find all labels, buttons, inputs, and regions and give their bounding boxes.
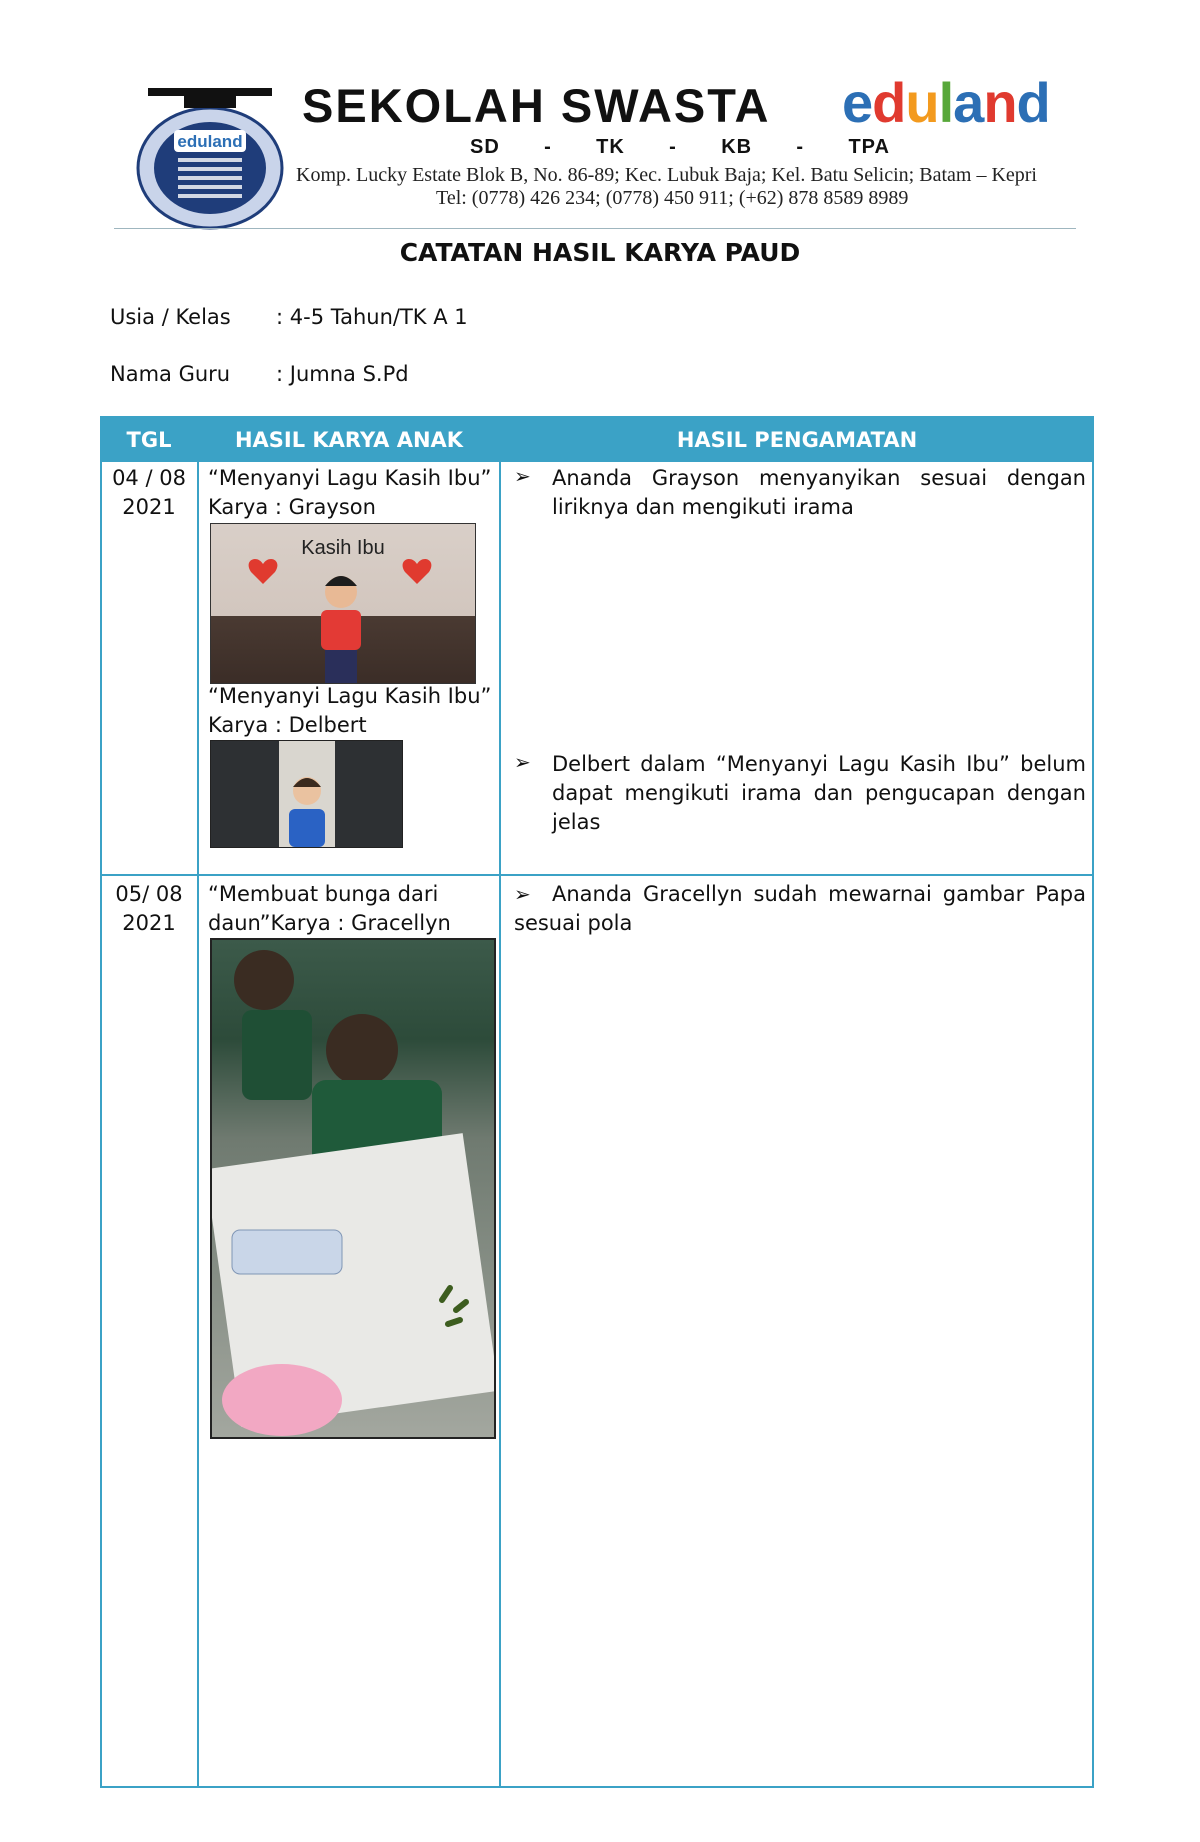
level-item: KB [721, 136, 753, 158]
arrowhead-bullet-icon: ➢ [514, 750, 531, 774]
school-logo [134, 80, 286, 230]
heart-icon [403, 559, 432, 584]
level-separator: - [669, 136, 677, 158]
brand-letter: a [953, 71, 984, 134]
table-row [100, 880, 198, 938]
teacher-value: : Jumna S.Pd [276, 362, 409, 386]
work-author: daun”Karya : Gracellyn [208, 911, 451, 935]
row-date-year: 2021 [122, 911, 176, 935]
header-date: TGL [126, 428, 172, 452]
work-title: “Menyanyi Lagu Kasih Ibu” [208, 466, 492, 490]
logo-text: eduland [177, 132, 243, 151]
row-date-day: 05/ 08 [115, 882, 183, 906]
observation-text: Delbert dalam “Menyanyi Lagu Kasih Ibu” belum dapat mengikuti irama dan pengucapan dengan jelas [552, 752, 1086, 834]
observation-block [514, 880, 1086, 938]
photo-caption: Kasih Ibu [301, 537, 385, 559]
observation-item [514, 464, 1086, 522]
observation-text: Ananda Grayson menyanyikan sesuai dengan liriknya dan mengikuti irama [552, 466, 1086, 519]
observation-item [514, 880, 1086, 938]
table-row [100, 464, 198, 522]
work-title: “Membuat bunga dari [208, 882, 439, 906]
school-logo-icon [134, 80, 286, 230]
level-item: SD [470, 136, 500, 158]
column-divider [197, 416, 199, 1788]
heart-icon [249, 559, 278, 584]
level-item: TPA [848, 136, 890, 158]
child-work-photo [210, 938, 496, 1439]
brand-letter: u [905, 71, 939, 134]
brand-letter: d [1016, 71, 1050, 134]
school-telephone: Tel: (0778) 426 234; (0778) 450 911; (+62) 878 8589 8989 [436, 187, 909, 209]
level-item: TK [596, 136, 625, 158]
observation-item [514, 750, 1086, 837]
brand-letter: d [872, 71, 906, 134]
school-name: SEKOLAH SWASTA [302, 79, 771, 132]
brand-letter: e [842, 71, 873, 134]
school-levels [470, 136, 890, 159]
child-work-photo [210, 523, 476, 684]
header-divider [114, 228, 1076, 229]
arrowhead-bullet-icon: ➢ [514, 882, 552, 906]
level-separator: - [796, 136, 805, 158]
child-work-photo [210, 740, 403, 848]
observation-text: Ananda Gracellyn sudah mewarnai gambar Papa sesuai pola [514, 882, 1086, 935]
header-observation: HASIL PENGAMATAN [676, 428, 918, 452]
age-class-label: Usia / Kelas [110, 305, 231, 329]
child-work-entry [208, 880, 498, 938]
child-work-entry [208, 682, 498, 740]
row-divider [100, 874, 1094, 876]
level-separator: - [544, 136, 552, 158]
row-date-day: 04 / 08 [112, 466, 186, 490]
document-title: CATATAN HASIL KARYA PAUD [399, 238, 801, 267]
school-address: Komp. Lucky Estate Blok B, No. 86-89; Kec. Lubuk Baja; Kel. Batu Selicin; Batam – Kepri [296, 164, 1037, 186]
work-title: “Menyanyi Lagu Kasih Ibu” [208, 684, 492, 708]
work-author: Karya : Delbert [208, 713, 367, 737]
arrowhead-bullet-icon: ➢ [514, 464, 531, 488]
brand-letter: n [983, 71, 1017, 134]
child-work-entry [208, 464, 498, 522]
brand-letter: l [938, 71, 954, 134]
column-divider [499, 416, 501, 1788]
work-author: Karya : Grayson [208, 495, 376, 519]
header-child-work: HASIL KARYA ANAK [234, 428, 464, 452]
row-date-year: 2021 [122, 495, 176, 519]
teacher-label: Nama Guru [110, 362, 231, 386]
brand-wordmark [842, 70, 1050, 135]
age-class-value: : 4-5 Tahun/TK A 1 [276, 305, 468, 329]
